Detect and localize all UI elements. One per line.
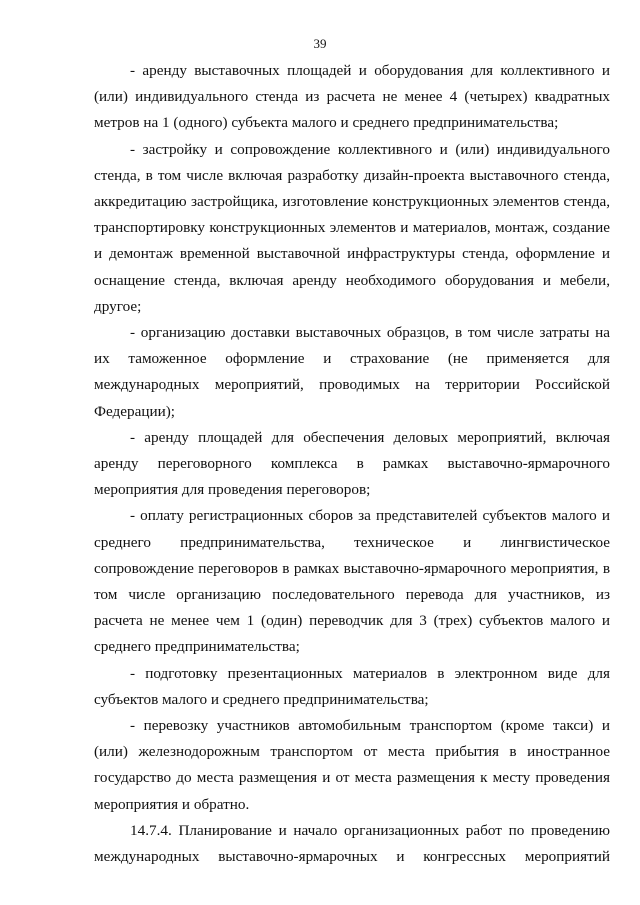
paragraph-presentation-materials: - подготовку презентационных материалов в электронном виде для субъектов малого и среднего предпринимательства;: [94, 664, 610, 708]
paragraph-business-event-rental: - аренду площадей для обеспечения деловых мероприятий, включая аренду переговорного комплекса в рамках выставочно-ярмарочного мероприятия для проведения переговоров;: [94, 428, 610, 499]
paragraph-section-14-7-4: 14.7.4. Планирование и начало организационных работ по проведению международных выставочно-ярмарочных и конгрессных мероприятий: [94, 821, 610, 866]
paragraph-stand-construction: - застройку и сопровождение коллективного и (или) индивидуального стенда, в том числе включая разработку дизайн-проекта выставочного стенда, аккредитацию застройщика, изготовление конструкционных элементов стенда, транспортировку конструкционных элементов и материалов, монтаж, создание и демонтаж временной выставочной инфраструктуры стенда, оформление и оснащение стенда, включая аренду необходимого оборудования и мебели, другое;: [94, 140, 610, 315]
page-number: 39: [313, 36, 327, 51]
paragraph-participant-transport: - перевозку участников автомобильным транспортом (кроме такси) и (или) железнодорожным транспортом от места прибытия в иностранное государство до места размещения и от места размещения к месту проведения мероприятия и обратно.: [94, 717, 610, 813]
document-body: [94, 58, 610, 870]
paragraph-registration-fees: - оплату регистрационных сборов за представителей субъектов малого и среднего предпринимательства, техническое и лингвистическое сопровождение переговоров в рамках выставочно-ярмарочного мероприятия, в том числе организацию последовательного перевода для участников, из расчета не менее чем 1 (один) переводчик для 3 (трех) субъектов малого и среднего предпринимательства;: [94, 507, 610, 656]
paragraph-exhibition-space-rental: - аренду выставочных площадей и оборудования для коллективного и (или) индивидуального стенда из расчета не менее 4 (четырех) квадратных метров на 1 (одного) субъекта малого и среднего предпринимательства;: [94, 62, 610, 132]
paragraph-sample-delivery: - организацию доставки выставочных образцов, в том числе затраты на их таможенное оформление и страхование (не применяется для международных мероприятий, проводимых на территории Российской Федерации);: [94, 324, 610, 420]
